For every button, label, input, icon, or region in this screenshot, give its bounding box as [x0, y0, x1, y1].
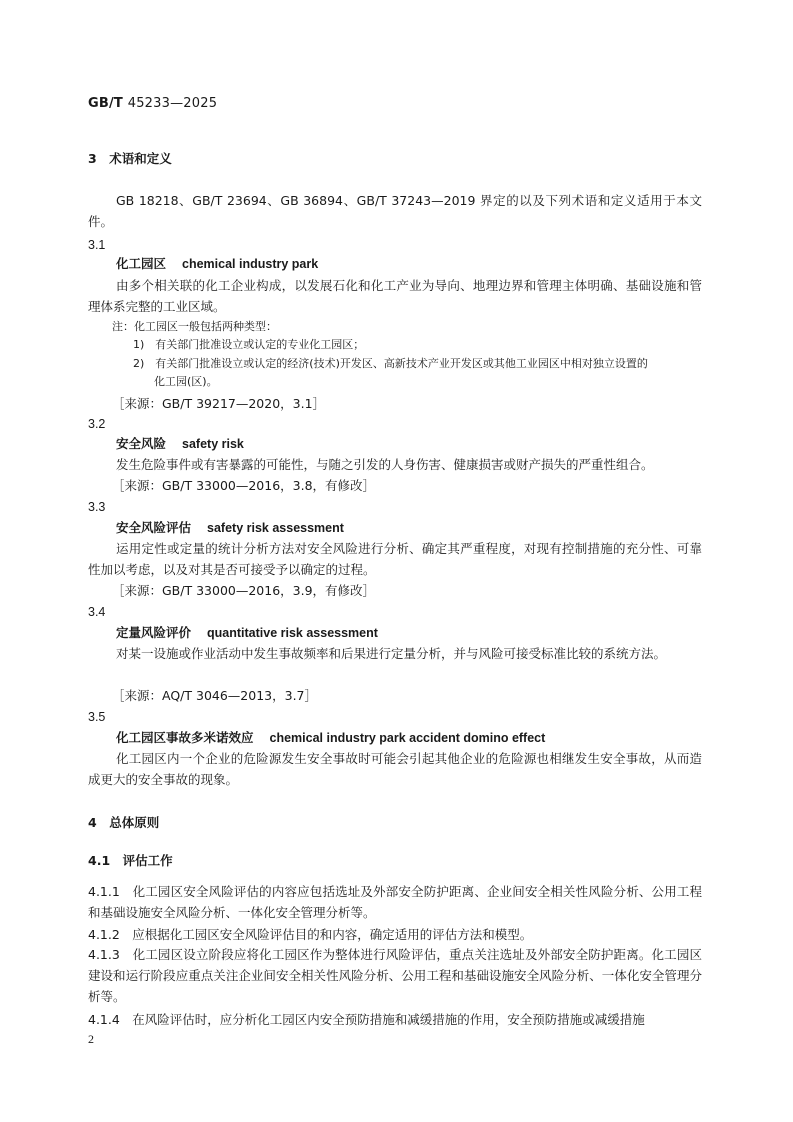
section-3-heading: 3 术语和定义 — [88, 151, 172, 166]
term-3-2-en: safety risk — [182, 437, 244, 451]
term-3-3-zh: 安全风险评估 — [116, 520, 192, 535]
term-3-1-note-item-1: 1) 有关部门批准设立或认定的专业化工园区； — [133, 338, 365, 351]
term-3-5-definition: 化工园区内一个企业的危险源发生安全事故时可能会引起其他企业的危险源也相继发生安全事故，从而造成更大的安全事故的现象。 — [88, 751, 702, 787]
page-number: 2 — [88, 1032, 94, 1046]
clause-4-1-2: 4.1.2 应根据化工园区安全风险评估目的和内容，确定适用的评估方法和模型。 — [88, 927, 533, 942]
clause-4-1-4: 4.1.4 在风险评估时，应分析化工园区内安全预防措施和减缓措施的作用，安全预防措施或减缓措施 — [88, 1012, 645, 1027]
term-3-4-title — [116, 625, 378, 641]
term-3-2-zh: 安全风险 — [116, 436, 167, 451]
term-3-3-en: safety risk assessment — [207, 521, 344, 535]
term-3-1-definition: 由多个相关联的化工企业构成，以发展石化和化工产业为导向、地理边界和管理主体明确、基础设施和管理体系完整的工业区域。 — [88, 278, 702, 314]
term-3-2-number: 3.2 — [88, 417, 106, 431]
term-3-5-en: chemical industry park accident domino effect — [269, 731, 546, 745]
term-3-3-title — [116, 520, 344, 536]
term-3-2-definition: 发生危险事件或有害暴露的可能性，与随之引发的人身伤害、健康损害或财产损失的严重性组合。 — [116, 457, 654, 472]
term-3-5-zh: 化工园区事故多米诺效应 — [116, 730, 254, 745]
section-4-heading: 4 总体原则 — [88, 815, 160, 830]
term-3-2-title — [116, 436, 244, 452]
term-3-1-note-item-2: 2) 有关部门批准设立或认定的经济(技术)开发区、高新技术产业开发区或其他工业园区中相对独立设置的 — [133, 357, 648, 370]
term-3-1-number: 3.1 — [88, 238, 106, 252]
term-3-3-number: 3.3 — [88, 500, 106, 514]
standard-code: 45233—2025 — [127, 96, 218, 111]
term-3-1-title — [116, 256, 318, 272]
standard-number — [88, 96, 217, 111]
term-3-5-title — [116, 730, 545, 746]
term-3-2-source: ［来源：GB/T 33000—2016，3.8，有修改］ — [112, 478, 376, 493]
term-3-3-source: ［来源：GB/T 33000—2016，3.9，有修改］ — [112, 583, 376, 598]
standard-prefix: GB/T — [88, 96, 123, 111]
clause-4-1-1: 4.1.1 化工园区安全风险评估的内容应包括选址及外部安全防护距离、企业间安全相关性风险分析、公用工程和基础设施安全风险分析、一体化安全管理分析等。 — [88, 884, 702, 920]
term-3-4-definition: 对某一设施或作业活动中发生事故频率和后果进行定量分析，并与风险可接受标准比较的系统方法。 — [116, 646, 667, 661]
clause-4-1-3: 4.1.3 化工园区设立阶段应将化工园区作为整体进行风险评估，重点关注选址及外部安全防护距离。化工园区建设和运行阶段应重点关注企业间安全相关性风险分析、公用工程和基础设施安全风险分析、一体化安全管理分析等。 — [88, 947, 702, 1004]
term-3-5-number: 3.5 — [88, 710, 106, 724]
term-3-1-note-item-2-cont: 化工园(区)。 — [154, 375, 218, 388]
term-3-4-source: ［来源：AQ/T 3046—2013，3.7］ — [112, 688, 317, 703]
term-3-1-zh: 化工园区 — [116, 256, 167, 271]
term-3-1-en: chemical industry park — [182, 257, 319, 271]
section-4-1-heading: 4.1 评估工作 — [88, 853, 173, 868]
section-3-intro: GB 18218、GB/T 23694、GB 36894、GB/T 37243—2019 界定的以及下列术语和定义适用于本文件。 — [88, 193, 702, 229]
term-3-4-en: quantitative risk assessment — [207, 626, 378, 640]
term-3-4-zh: 定量风险评价 — [116, 625, 192, 640]
term-3-1-note-title: 注：化工园区一般包括两种类型： — [112, 320, 277, 333]
term-3-3-definition: 运用定性或定量的统计分析方法对安全风险进行分析、确定其严重程度，对现有控制措施的充分性、可靠性加以考虑，以及对其是否可接受予以确定的过程。 — [88, 541, 702, 577]
term-3-1-source: ［来源：GB/T 39217—2020，3.1］ — [112, 396, 326, 411]
term-3-4-number: 3.4 — [88, 605, 106, 619]
